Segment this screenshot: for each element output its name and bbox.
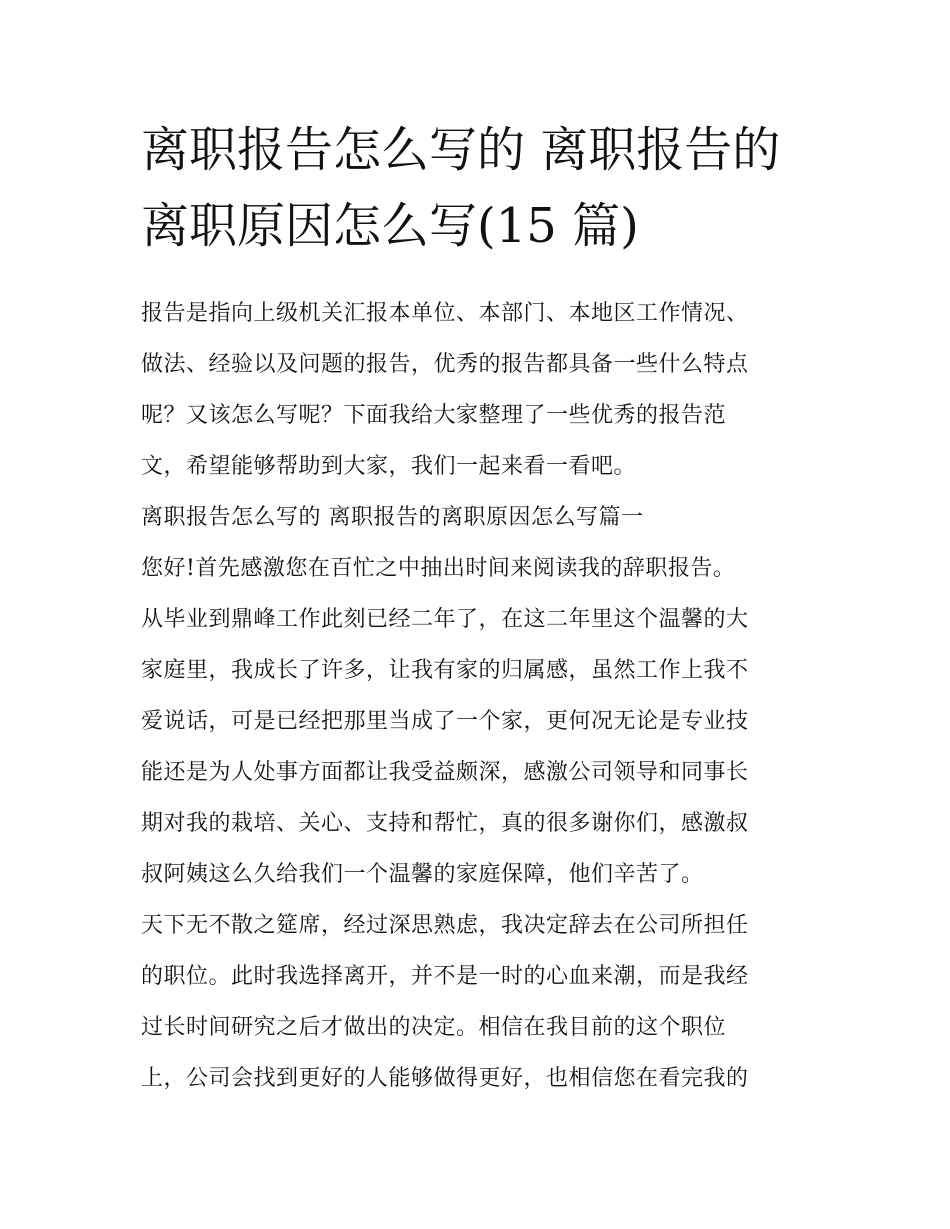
text-line: 呢？又该怎么写呢？下面我给大家整理了一些优秀的报告范: [141, 403, 727, 428]
text-line: 离职报告怎么写的 离职报告的离职原因怎么写篇一: [141, 505, 644, 530]
text-line: 叔阿姨这么久给我们一个温馨的家庭保障，他们辛苦了。: [141, 862, 704, 887]
body-paragraph: [141, 900, 813, 1104]
text-line: 做法、经验以及问题的报告，优秀的报告都具备一些什么特点: [141, 352, 749, 377]
text-line: 上，公司会找到更好的人能够做得更好，也相信您在看完我的: [141, 1066, 749, 1091]
title-line: 离职原因怎么写(15 篇): [141, 198, 639, 254]
text-line: 能还是为人处事方面都让我受益颇深，感激公司领导和同事长: [141, 760, 749, 785]
document-title: [141, 112, 813, 264]
section-heading: [141, 492, 813, 543]
intro-paragraph: [141, 288, 813, 492]
text-line: 从毕业到鼎峰工作此刻已经二年了，在这二年里这个温馨的大: [141, 607, 749, 632]
greeting-paragraph: [141, 543, 813, 594]
body-paragraph: [141, 594, 813, 900]
text-line: 您好!首先感激您在百忙之中抽出时间来阅读我的辞职报告。: [141, 556, 736, 581]
title-line: 离职报告怎么写的 离职报告的: [141, 122, 781, 178]
text-line: 爱说话，可是已经把那里当成了一个家，更何况无论是专业技: [141, 709, 749, 734]
text-line: 天下无不散之筵席，经过深思熟虑，我决定辞去在公司所担任: [141, 913, 749, 938]
text-line: 文，希望能够帮助到大家，我们一起来看一看吧。: [141, 454, 637, 479]
text-line: 报告是指向上级机关汇报本单位、本部门、本地区工作情况、: [141, 301, 749, 326]
text-line: 的职位。此时我选择离开，并不是一时的心血来潮，而是我经: [141, 964, 749, 989]
text-line: 过长时间研究之后才做出的决定。相信在我目前的这个职位: [141, 1015, 727, 1040]
text-line: 期对我的栽培、关心、支持和帮忙，真的很多谢你们，感激叔: [141, 811, 749, 836]
document-body: [141, 288, 813, 1104]
text-line: 家庭里，我成长了许多，让我有家的归属感，虽然工作上我不: [141, 658, 749, 683]
document-content: [141, 112, 813, 1104]
